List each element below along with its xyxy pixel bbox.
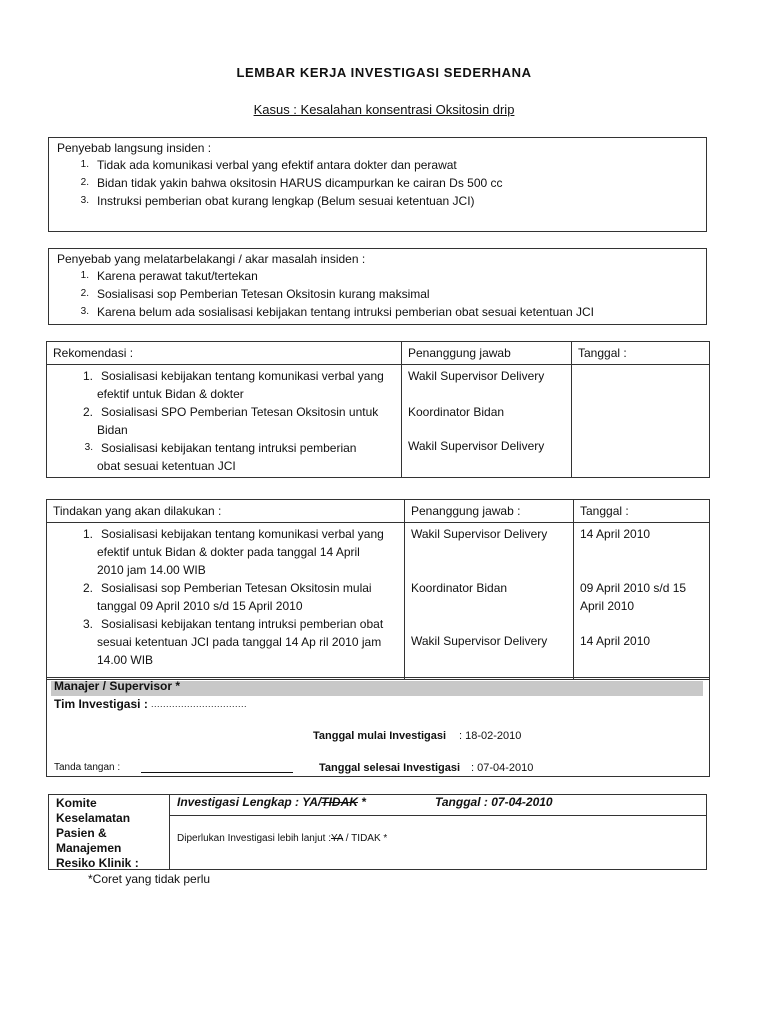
root-cause-list	[49, 267, 706, 321]
recommendation-cell: 1. Sosialisasi kebijakan tentang komunikasi verbal yang efektif untuk Bidan & dokter 2. Sosialisasi SPO Pemberian Tetesan Oksitosin untuk Bidan 3. Sosialisasi kebijakan tentang intruksi pemberian obat sesuai ketentuan JCI	[47, 365, 402, 478]
recommendations-table	[46, 341, 710, 478]
team-label: Tim Investigasi :	[54, 697, 148, 711]
end-date-label: Tanggal selesai Investigasi	[319, 762, 461, 774]
direct-cause-heading: Penyebab langsung insiden :	[57, 141, 212, 155]
document-title: LEMBAR KERJA INVESTIGASI SEDERHANA	[236, 65, 532, 80]
table-row	[47, 365, 710, 478]
list-item: 2. Bidan tidak yakin bahwa oksitosin HARUS dicampurkan ke cairan Ds 500 cc	[80, 176, 503, 190]
case-subtitle: Kasus : Kesalahan konsentrasi Oksitosin drip	[253, 102, 515, 117]
column-header: Penanggung jawab :	[405, 500, 574, 523]
manager-box	[46, 677, 710, 777]
direct-cause-box	[48, 137, 707, 232]
table-header-row	[47, 342, 710, 365]
end-date-value: : 07-04-2010	[471, 762, 534, 774]
direct-cause-list	[49, 156, 706, 210]
committee-row-divider	[170, 815, 706, 816]
committee-table	[48, 794, 707, 870]
footnote: *Coret yang tidak perlu	[88, 872, 211, 886]
responsible-cell: Wakil Supervisor Delivery Koordinator Bidan Wakil Supervisor Delivery	[402, 365, 572, 478]
investigation-complete: Investigasi Lengkap : YA/TIDAK *	[177, 795, 366, 809]
column-header: Penanggung jawab	[402, 342, 572, 365]
signature-line	[141, 772, 293, 773]
committee-date: Tanggal : 07-04-2010	[435, 795, 553, 809]
list-item: 1. Karena perawat takut/tertekan	[80, 269, 258, 283]
actions-table	[46, 499, 710, 680]
root-cause-box	[48, 248, 707, 325]
column-header: Tindakan yang akan dilakukan :	[47, 500, 405, 523]
column-header: Tanggal :	[572, 342, 710, 365]
list-item: 3. Karena belum ada sosialisasi kebijakan tentang intruksi pemberian obat sesuai ketentuan JCI	[80, 305, 594, 319]
team-field: ................................	[151, 699, 248, 709]
list-item: 1. Tidak ada komunikasi verbal yang efektif antara dokter dan perawat	[80, 158, 457, 172]
action-cell: 1. Sosialisasi kebijakan tentang komunikasi verbal yang efektif untuk Bidan & dokter pada tanggal 14 April 2010 jam 14.00 WIB 2. Sosialisasi sop Pemberian Tetesan Oksitosin mulai tanggal 09 April 2010 s/d 15 April 2010 3. Sosialisasi kebijakan tentang intruksi pemberian obat sesuai ketentuan JCI pada tanggal 14 Ap ril 2010 jam 14.00 WIB	[47, 523, 405, 680]
manager-heading: Manajer / Supervisor *	[54, 679, 181, 693]
responsible-cell: Wakil Supervisor Delivery Koordinator Bidan Wakil Supervisor Delivery	[405, 523, 574, 680]
date-cell	[572, 365, 710, 478]
signature-label: Tanda tangan :	[54, 762, 121, 773]
committee-label-cell: Komite Keselamatan Pasien & Manajemen Resiko Klinik :	[49, 795, 170, 869]
start-date-label: Tanggal mulai Investigasi	[313, 730, 447, 742]
date-cell: 14 April 2010 09 April 2010 s/d 15 April 2010 14 April 2010	[574, 523, 710, 680]
list-item: 2. Sosialisasi sop Pemberian Tetesan Oksitosin kurang maksimal	[80, 287, 430, 301]
further-investigation: Diperlukan Investigasi lebih lanjut :YA / TIDAK *	[177, 833, 388, 844]
start-date-value: : 18-02-2010	[459, 730, 522, 742]
list-item: 3. Instruksi pemberian obat kurang lengkap (Belum sesuai ketentuan JCI)	[80, 194, 475, 208]
table-row	[47, 523, 710, 680]
table-header-row	[47, 500, 710, 523]
root-cause-heading: Penyebab yang melatarbelakangi / akar masalah insiden :	[57, 252, 366, 266]
column-header: Rekomendasi :	[47, 342, 402, 365]
column-header: Tanggal :	[574, 500, 710, 523]
